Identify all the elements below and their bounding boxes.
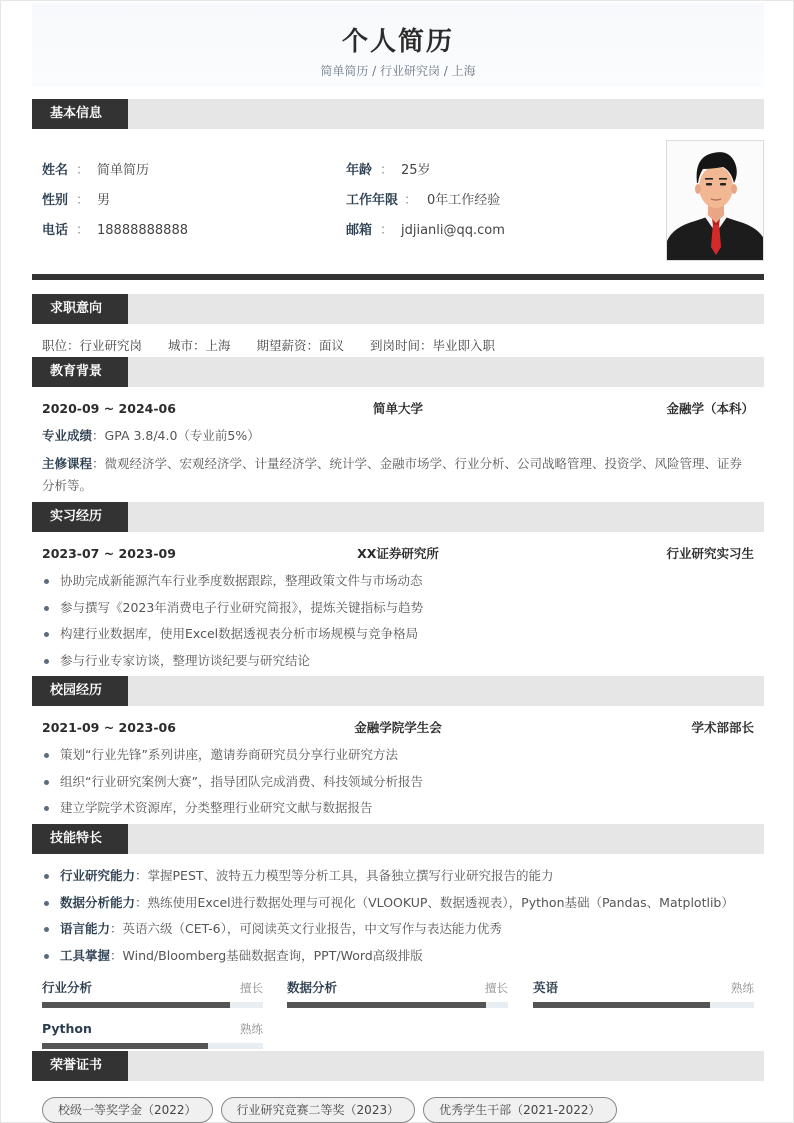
internship-row: [42, 545, 754, 563]
education-gpa: [42, 425, 754, 447]
section-header-basic: [32, 99, 764, 129]
skill-label: 工具掌握: [60, 947, 111, 963]
list-item: [42, 894, 754, 912]
honors-list: [42, 1097, 625, 1123]
honor-badge: 行业研究竞赛二等奖（2023）: [221, 1097, 416, 1123]
resume-header: [32, 3, 764, 87]
campus-org: 金融学院学生会: [354, 720, 442, 735]
courses-label: 主修课程: [42, 456, 93, 471]
skill-bar-name: 英语: [533, 980, 559, 995]
gpa-label: 专业成绩: [42, 428, 93, 443]
section-header-internship: [32, 502, 764, 532]
skill-fill: [42, 1002, 230, 1008]
skill-label: 数据分析能力: [60, 894, 136, 910]
colon: ：: [76, 223, 90, 238]
skill-bar-level: 熟练: [240, 1022, 263, 1036]
honor-badge: 校级一等奖学金（2022）: [42, 1097, 213, 1123]
section-header-intent: [32, 294, 764, 324]
internship-list: [42, 572, 754, 678]
email-label: 邮箱: [346, 223, 373, 238]
intent-city: 城市：上海: [168, 338, 231, 353]
list-item: [42, 920, 754, 938]
email-value: jdjianli@qq.com: [401, 223, 505, 238]
skill-text: ：掌握PEST、波特五力模型等分析工具，具备独立撰写行业研究报告的能力: [135, 868, 554, 883]
name-value: 简单简历: [97, 163, 150, 178]
skill-bar-industry: [42, 979, 263, 1017]
skill-label: 行业研究能力: [60, 868, 136, 883]
section-title: 校园经历: [32, 676, 128, 706]
skill-bar-level: 熟练: [731, 981, 754, 995]
list-item: 参与行业专家访谈，整理访谈纪要与研究结论: [42, 652, 754, 670]
work-years-value: 0年工作经验: [427, 193, 501, 208]
phone-value: 18888888888: [97, 223, 188, 238]
intent-position: 职位：行业研究岗: [42, 338, 143, 353]
list-item: 组织“行业研究案例大赛”，指导团队完成消费、科技领域分析报告: [42, 773, 754, 791]
education-period: 2020-09 ~ 2024-06: [42, 401, 176, 416]
skill-bar-name: 数据分析: [287, 980, 338, 995]
section-title: 求职意向: [32, 294, 128, 324]
section-title: 实习经历: [32, 502, 128, 532]
age-label: 年龄: [346, 163, 373, 178]
skills-list: [42, 867, 754, 973]
skill-text: ：英语六级（CET-6），可阅读英文行业报告，中文写作与表达能力优秀: [110, 921, 502, 936]
work-years-label: 工作年限: [346, 193, 399, 208]
section-title: 基本信息: [32, 99, 128, 129]
list-item: 策划“行业先锋”系列讲座，邀请券商研究员分享行业研究方法: [42, 746, 754, 764]
education-row: [42, 400, 754, 418]
list-item: 参与撰写《2023年消费电子行业研究简报》，提炼关键指标与趋势: [42, 599, 754, 617]
gender-label: 性别: [42, 193, 69, 208]
skill-fill: [42, 1043, 208, 1049]
list-item: 协助完成新能源汽车行业季度数据跟踪，整理政策文件与市场动态: [42, 572, 754, 590]
education-school: 简单大学: [372, 401, 423, 416]
colon: ：: [76, 193, 90, 208]
skill-track: [42, 1043, 263, 1049]
intent-salary: 期望薪资：面议: [256, 338, 345, 353]
skill-bar-data: [287, 979, 508, 1017]
skill-track: [533, 1002, 754, 1008]
skill-track: [287, 1002, 508, 1008]
skill-label: 语言能力: [60, 921, 111, 936]
colon: ：: [380, 223, 394, 238]
name-label: 姓名: [42, 163, 69, 178]
skill-fill: [287, 1002, 486, 1008]
section-title: 荣誉证书: [32, 1051, 128, 1081]
education-courses: [42, 453, 754, 497]
internship-role: 行业研究实习生: [666, 546, 754, 561]
campus-list: [42, 746, 754, 826]
skill-track: [42, 1002, 263, 1008]
courses-value: ：微观经济学、宏观经济学、计量经济学、统计学、金融市场学、行业分析、公司战略管理、投资学、风险管理、证券分析等。: [42, 456, 743, 493]
campus-period: 2021-09 ~ 2023-06: [42, 720, 176, 735]
internship-company: XX证券研究所: [357, 546, 439, 561]
section-header-skills: [32, 824, 764, 854]
section-header-education: [32, 357, 764, 387]
list-item: 构建行业数据库，使用Excel数据透视表分析市场规模与竞争格局: [42, 625, 754, 643]
skill-bar-level: 擅长: [240, 981, 263, 995]
skill-bar-name: 行业分析: [42, 980, 93, 995]
skill-fill: [533, 1002, 710, 1008]
internship-period: 2023-07 ~ 2023-09: [42, 546, 176, 561]
age-value: 25岁: [401, 163, 431, 178]
skill-text: ：Wind/Bloomberg基础数据查询，PPT/Word高级排版: [110, 947, 423, 963]
page-subtitle: 简单简历 / 行业研究岗 / 上海: [320, 64, 476, 78]
section-title: 教育背景: [32, 357, 128, 387]
skill-bar-level: 擅长: [485, 981, 508, 995]
section-header-campus: [32, 676, 764, 706]
skill-bar-name: Python: [42, 1021, 92, 1036]
list-item: [42, 947, 754, 965]
intent-arrival: 到岗时间：毕业即入职: [370, 338, 496, 353]
avatar-portrait-icon: [667, 141, 764, 261]
honor-badge: 优秀学生干部（2021-2022）: [423, 1097, 616, 1123]
divider: [32, 274, 764, 280]
colon: ：: [404, 193, 418, 208]
colon: ：: [76, 163, 90, 178]
campus-role: 学术部部长: [691, 720, 754, 735]
phone-label: 电话: [42, 223, 69, 238]
list-item: [42, 867, 754, 885]
page-title: 个人简历: [341, 27, 454, 57]
gender-value: 男: [97, 193, 111, 208]
list-item: 建立学院学术资源库，分类整理行业研究文献与数据报告: [42, 799, 754, 817]
campus-row: [42, 719, 754, 737]
skill-bar-english: [533, 979, 754, 1017]
colon: ：: [380, 163, 394, 178]
gpa-value: ：GPA 3.8/4.0（专业前5%）: [92, 428, 260, 443]
section-header-honors: [32, 1051, 764, 1081]
section-title: 技能特长: [32, 824, 128, 854]
avatar: [666, 140, 764, 261]
job-intent: [42, 337, 521, 355]
skill-text: ：熟练使用Excel进行数据处理与可视化（VLOOKUP、数据透视表），Python基础（Pandas、Matplotlib）: [135, 894, 734, 910]
education-major: 金融学（本科）: [666, 401, 754, 416]
